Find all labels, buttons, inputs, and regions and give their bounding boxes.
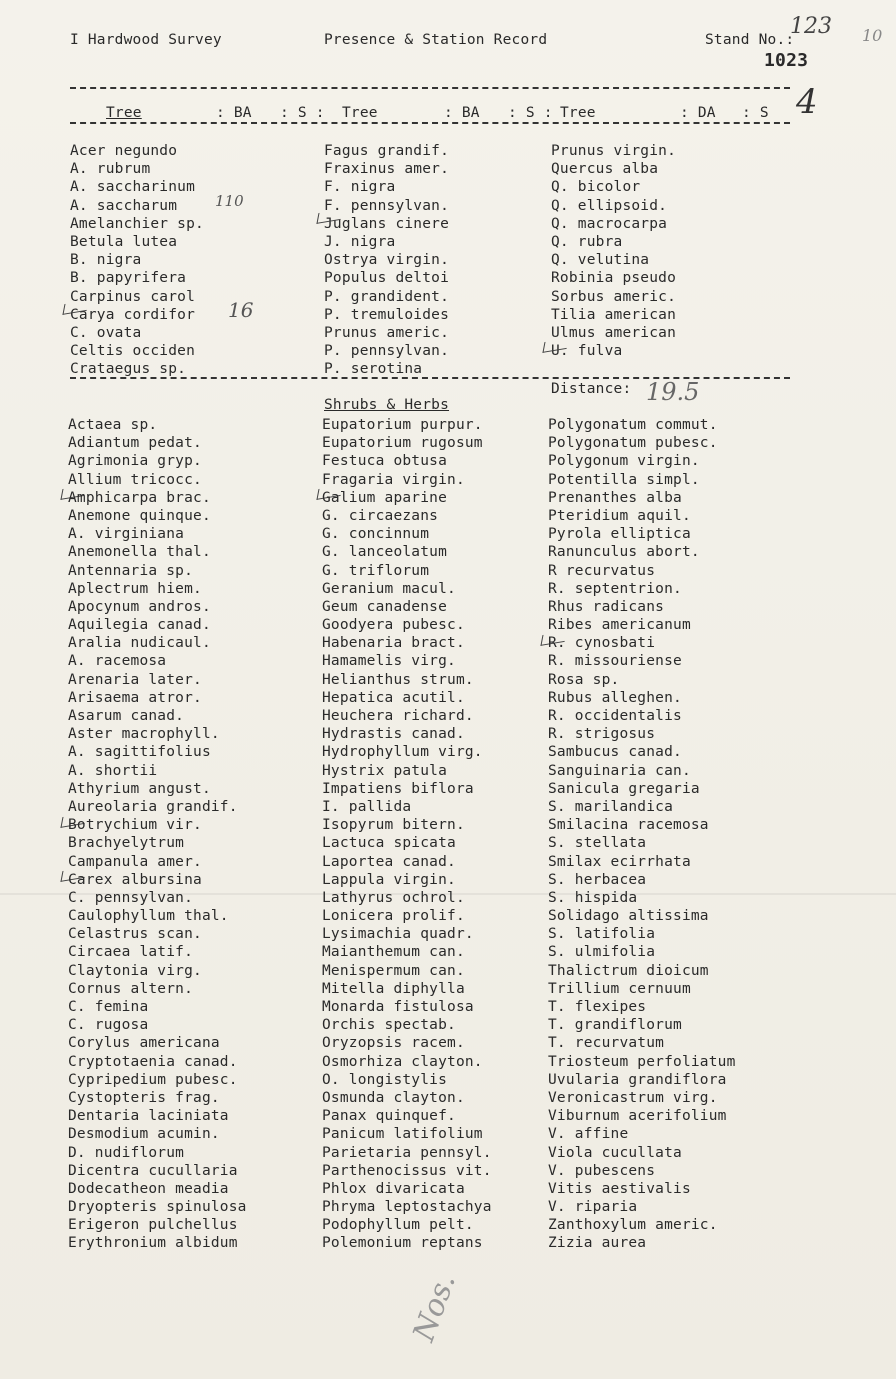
- list-item: Apocynum andros.: [68, 598, 211, 615]
- distance-handwritten: 19.5: [646, 378, 700, 406]
- list-item: Lathyrus ochrol.: [322, 889, 465, 906]
- list-item: Solidago altissima: [548, 908, 709, 925]
- herb-list-col-1: [68, 416, 247, 1253]
- list-item: Adiantum pedat.: [68, 435, 202, 452]
- list-item: Aplectrum hiem.: [68, 580, 202, 597]
- list-item: S. stellata: [548, 835, 647, 852]
- list-item: Desmodium acumin.: [68, 1126, 220, 1143]
- list-item: Lactuca spicata: [322, 835, 456, 852]
- list-item: Caulophyllum thal.: [68, 908, 229, 925]
- list-item: Brachyelytrum: [68, 835, 185, 852]
- col-tree-1: Tree: [106, 105, 142, 121]
- list-item: Laportea canad.: [322, 853, 456, 870]
- col-tree-2: Tree: [342, 105, 378, 121]
- list-item: Carex albursina: [68, 871, 202, 888]
- list-item: Allium tricocc.: [68, 471, 202, 488]
- list-item: Smilacina racemosa: [548, 817, 709, 834]
- list-item: Prunus virgin.: [551, 143, 677, 159]
- list-item: O. longistylis: [322, 1071, 448, 1088]
- list-item: Uvularia grandiflora: [548, 1071, 727, 1088]
- list-item: Populus deltoi: [324, 270, 450, 287]
- list-item: Arisaema atror.: [68, 689, 202, 706]
- list-item: Viburnum acerifolium: [548, 1108, 727, 1125]
- list-item: Dicentra cucullaria: [68, 1162, 238, 1179]
- list-item: S. latifolia: [548, 926, 656, 943]
- list-item: A. virginiana: [68, 526, 185, 543]
- list-item: Agrimonia gryp.: [68, 453, 202, 470]
- col-tree-3: Tree: [560, 105, 596, 121]
- list-item: Polygonatum pubesc.: [548, 435, 718, 452]
- list-item: Phlox divaricata: [322, 1180, 465, 1197]
- list-item: Ulmus american: [551, 324, 677, 341]
- list-item: Acer negundo: [70, 143, 178, 159]
- list-item: Habenaria bract.: [322, 635, 465, 652]
- list-item: Hydrastis canad.: [322, 726, 465, 743]
- list-item: V. riparia: [548, 1199, 638, 1216]
- list-item: Podophyllum pelt.: [322, 1217, 474, 1234]
- list-item: F. pennsylvan.: [324, 197, 450, 214]
- list-item: V. pubescens: [548, 1162, 656, 1179]
- list-item: Oryzopsis racem.: [322, 1035, 465, 1052]
- list-item: U. fulva: [551, 343, 623, 360]
- list-item: C. ovata: [70, 324, 142, 341]
- list-item: Thalictrum dioicum: [548, 962, 709, 979]
- list-item: Fagus grandif.: [324, 143, 450, 159]
- list-item: G. lanceolatum: [322, 544, 448, 561]
- list-item: Celtis occiden: [70, 343, 196, 360]
- list-item: Ostrya virgin.: [324, 252, 450, 269]
- list-item: Q. macrocarpa: [551, 215, 668, 232]
- list-item: Isopyrum bitern.: [322, 817, 465, 834]
- list-item: A. saccharum: [70, 197, 178, 214]
- tree-list-col-3: [551, 142, 676, 360]
- list-item: Cornus altern.: [68, 980, 194, 997]
- list-item: Carpinus carol: [70, 288, 196, 305]
- list-item: Carya cordifor: [70, 306, 196, 323]
- list-item: Sanicula gregaria: [548, 780, 700, 797]
- list-item: Parietaria pennsyl.: [322, 1144, 492, 1161]
- list-item: Tilia american: [551, 306, 677, 323]
- list-item: R. missouriense: [548, 653, 682, 670]
- list-item: S. herbacea: [548, 871, 647, 888]
- list-item: Trillium cernuum: [548, 980, 691, 997]
- list-item: A. racemosa: [68, 653, 167, 670]
- list-item: Aquilegia canad.: [68, 617, 211, 634]
- list-item: R. occidentalis: [548, 708, 682, 724]
- list-item: J. nigra: [324, 233, 396, 250]
- list-item: Erythronium albidum: [68, 1235, 238, 1252]
- list-item: P. grandident.: [324, 288, 450, 305]
- list-item: Quercus alba: [551, 161, 659, 178]
- list-item: Juglans cinere: [324, 215, 450, 232]
- list-item: Q. bicolor: [551, 179, 641, 196]
- stand-label: Stand No.:: [705, 32, 795, 48]
- list-item: Monarda fistulosa: [322, 999, 474, 1015]
- list-item: Hepatica acutil.: [322, 689, 465, 706]
- list-item: A. saccharinum: [70, 179, 196, 196]
- list-item: I. pallida: [322, 798, 412, 815]
- list-item: Claytonia virg.: [68, 962, 202, 979]
- tree-list-col-1: [70, 142, 204, 378]
- list-item: B. papyrifera: [70, 270, 187, 287]
- list-item: Antennaria sp.: [68, 562, 194, 579]
- list-item: C. femina: [68, 999, 149, 1015]
- herb-list-col-3: [548, 416, 736, 1253]
- record-title: Presence & Station Record: [324, 32, 548, 48]
- list-item: Betula lutea: [70, 233, 178, 250]
- stand-number-handwritten: 123: [790, 14, 832, 39]
- list-item: B. nigra: [70, 252, 142, 269]
- list-item: V. affine: [548, 1126, 629, 1143]
- list-item: Anemone quinque.: [68, 507, 211, 524]
- list-item: Osmorhiza clayton.: [322, 1053, 483, 1070]
- list-item: Crataegus sp.: [70, 361, 187, 378]
- list-item: Dodecatheon meadia: [68, 1180, 229, 1197]
- list-item: Rhus radicans: [548, 598, 665, 615]
- handwritten-110: 110: [215, 192, 244, 210]
- handwritten-four: 4: [796, 82, 818, 122]
- list-item: Maianthemum can.: [322, 944, 465, 961]
- list-item: G. circaezans: [322, 507, 439, 524]
- list-item: Veronicastrum virg.: [548, 1089, 718, 1106]
- list-item: R recurvatus: [548, 562, 656, 579]
- list-item: Parthenocissus vit.: [322, 1162, 492, 1179]
- list-item: Viola cucullata: [548, 1144, 682, 1161]
- list-item: Fraxinus amer.: [324, 161, 450, 178]
- distance-label: Distance:: [551, 381, 632, 397]
- list-item: Zanthoxylum americ.: [548, 1217, 718, 1234]
- list-item: Galium aparine: [322, 489, 448, 506]
- list-item: Arenaria later.: [68, 671, 202, 688]
- list-item: G. concinnum: [322, 526, 430, 543]
- col-s-3: : S: [742, 105, 769, 121]
- list-item: Panax quinquef.: [322, 1108, 456, 1125]
- list-item: Sambucus canad.: [548, 744, 682, 761]
- list-item: Q. rubra: [551, 233, 623, 250]
- list-item: Erigeron pulchellus: [68, 1217, 238, 1234]
- list-item: G. triflorum: [322, 562, 430, 579]
- list-item: Aureolaria grandif.: [68, 798, 238, 815]
- list-item: Asarum canad.: [68, 708, 185, 724]
- list-item: Polygonatum commut.: [548, 417, 718, 433]
- list-item: Cypripedium pubesc.: [68, 1071, 238, 1088]
- list-item: Eupatorium purpur.: [322, 417, 483, 433]
- list-item: R. cynosbati: [548, 635, 656, 652]
- list-item: Goodyera pubesc.: [322, 617, 465, 634]
- list-item: Pyrola elliptica: [548, 526, 691, 543]
- list-item: Celastrus scan.: [68, 926, 202, 943]
- list-item: Athyrium angust.: [68, 780, 211, 797]
- list-item: T. grandiflorum: [548, 1017, 682, 1034]
- list-item: Anemonella thal.: [68, 544, 211, 561]
- list-item: A. sagittifolius: [68, 744, 211, 761]
- list-item: Lappula virgin.: [322, 871, 456, 888]
- list-item: C. rugosa: [68, 1017, 149, 1034]
- list-item: Robinia pseudo: [551, 270, 677, 287]
- corner-mark: 10: [862, 26, 883, 45]
- list-item: Sanguinaria can.: [548, 762, 691, 779]
- list-item: P. pennsylvan.: [324, 343, 450, 360]
- list-item: Zizia aurea: [548, 1235, 647, 1252]
- list-item: Q. ellipsoid.: [551, 197, 668, 214]
- list-item: T. flexipes: [548, 999, 647, 1015]
- col-da-3: : DA: [680, 105, 716, 121]
- shrubs-heading: Shrubs & Herbs: [324, 397, 450, 413]
- list-item: Panicum latifolium: [322, 1126, 483, 1143]
- pencil-note: Nos.: [406, 1268, 463, 1347]
- list-item: Heuchera richard.: [322, 708, 474, 724]
- list-item: R. septentrion.: [548, 580, 682, 597]
- list-item: F. nigra: [324, 179, 396, 196]
- col-s-2: : S :: [508, 105, 553, 121]
- list-item: S. hispida: [548, 889, 638, 906]
- survey-title: I Hardwood Survey: [70, 32, 222, 48]
- list-item: Polemonium reptans: [322, 1235, 483, 1252]
- list-item: S. ulmifolia: [548, 944, 656, 961]
- list-item: Amphicarpa brac.: [68, 489, 211, 506]
- list-item: Hystrix patula: [322, 762, 448, 779]
- list-item: Cystopteris frag.: [68, 1089, 220, 1106]
- list-item: Phryma leptostachya: [322, 1199, 492, 1216]
- list-item: A. rubrum: [70, 161, 151, 178]
- list-item: Aster macrophyll.: [68, 726, 220, 743]
- list-item: Lysimachia quadr.: [322, 926, 474, 943]
- stand-number-typed: 1023: [764, 50, 809, 71]
- header-rule-bottom: [70, 122, 790, 124]
- list-item: Ranunculus abort.: [548, 544, 700, 561]
- list-item: Dryopteris spinulosa: [68, 1199, 247, 1216]
- list-item: Orchis spectab.: [322, 1017, 456, 1034]
- list-item: Q. velutina: [551, 252, 650, 269]
- list-item: Geranium macul.: [322, 580, 456, 597]
- list-item: Smilax ecirrhata: [548, 853, 691, 870]
- list-item: S. marilandica: [548, 798, 674, 815]
- herb-list-col-2: [322, 416, 492, 1253]
- list-item: Pteridium aquil.: [548, 507, 691, 524]
- list-item: Rubus alleghen.: [548, 689, 682, 706]
- list-item: A. shortii: [68, 762, 158, 779]
- list-item: Campanula amer.: [68, 853, 202, 870]
- list-item: Hydrophyllum virg.: [322, 744, 483, 761]
- list-item: C. pennsylvan.: [68, 889, 194, 906]
- list-item: Helianthus strum.: [322, 671, 474, 688]
- list-item: P. serotina: [324, 361, 423, 378]
- list-item: Menispermum can.: [322, 962, 465, 979]
- list-item: Sorbus americ.: [551, 288, 677, 305]
- list-item: Impatiens biflora: [322, 780, 474, 797]
- list-item: P. tremuloides: [324, 306, 450, 323]
- list-item: Geum canadense: [322, 598, 448, 615]
- list-item: Circaea latif.: [68, 944, 194, 961]
- list-item: Cryptotaenia canad.: [68, 1053, 238, 1070]
- list-item: Mitella diphylla: [322, 980, 465, 997]
- list-item: Polygonum virgin.: [548, 453, 700, 470]
- list-item: Rosa sp.: [548, 671, 620, 688]
- list-item: T. recurvatum: [548, 1035, 665, 1052]
- list-item: Dentaria laciniata: [68, 1108, 229, 1125]
- list-item: Fragaria virgin.: [322, 471, 465, 488]
- col-s-1: : S :: [280, 105, 325, 121]
- list-item: R. strigosus: [548, 726, 656, 743]
- list-item: Eupatorium rugosum: [322, 435, 483, 452]
- list-item: Amelanchier sp.: [70, 215, 204, 232]
- col-ba-1: : BA: [216, 105, 252, 121]
- header-rule-top: [70, 87, 790, 89]
- list-item: Prenanthes alba: [548, 489, 682, 506]
- list-item: Festuca obtusa: [322, 453, 448, 470]
- list-item: Triosteum perfoliatum: [548, 1053, 736, 1070]
- list-item: Prunus americ.: [324, 324, 450, 341]
- list-item: Vitis aestivalis: [548, 1180, 691, 1197]
- list-item: Potentilla simpl.: [548, 471, 700, 488]
- list-item: Actaea sp.: [68, 417, 158, 433]
- col-ba-2: : BA: [444, 105, 480, 121]
- list-item: Botrychium vir.: [68, 817, 202, 834]
- handwritten-16: 16: [228, 298, 254, 322]
- list-item: Corylus americana: [68, 1035, 220, 1052]
- tree-list-col-2: [324, 142, 449, 378]
- list-item: Hamamelis virg.: [322, 653, 456, 670]
- list-item: Aralia nudicaul.: [68, 635, 211, 652]
- list-item: Osmunda clayton.: [322, 1089, 465, 1106]
- list-item: D. nudiflorum: [68, 1144, 185, 1161]
- list-item: Lonicera prolif.: [322, 908, 465, 925]
- list-item: Ribes americanum: [548, 617, 691, 634]
